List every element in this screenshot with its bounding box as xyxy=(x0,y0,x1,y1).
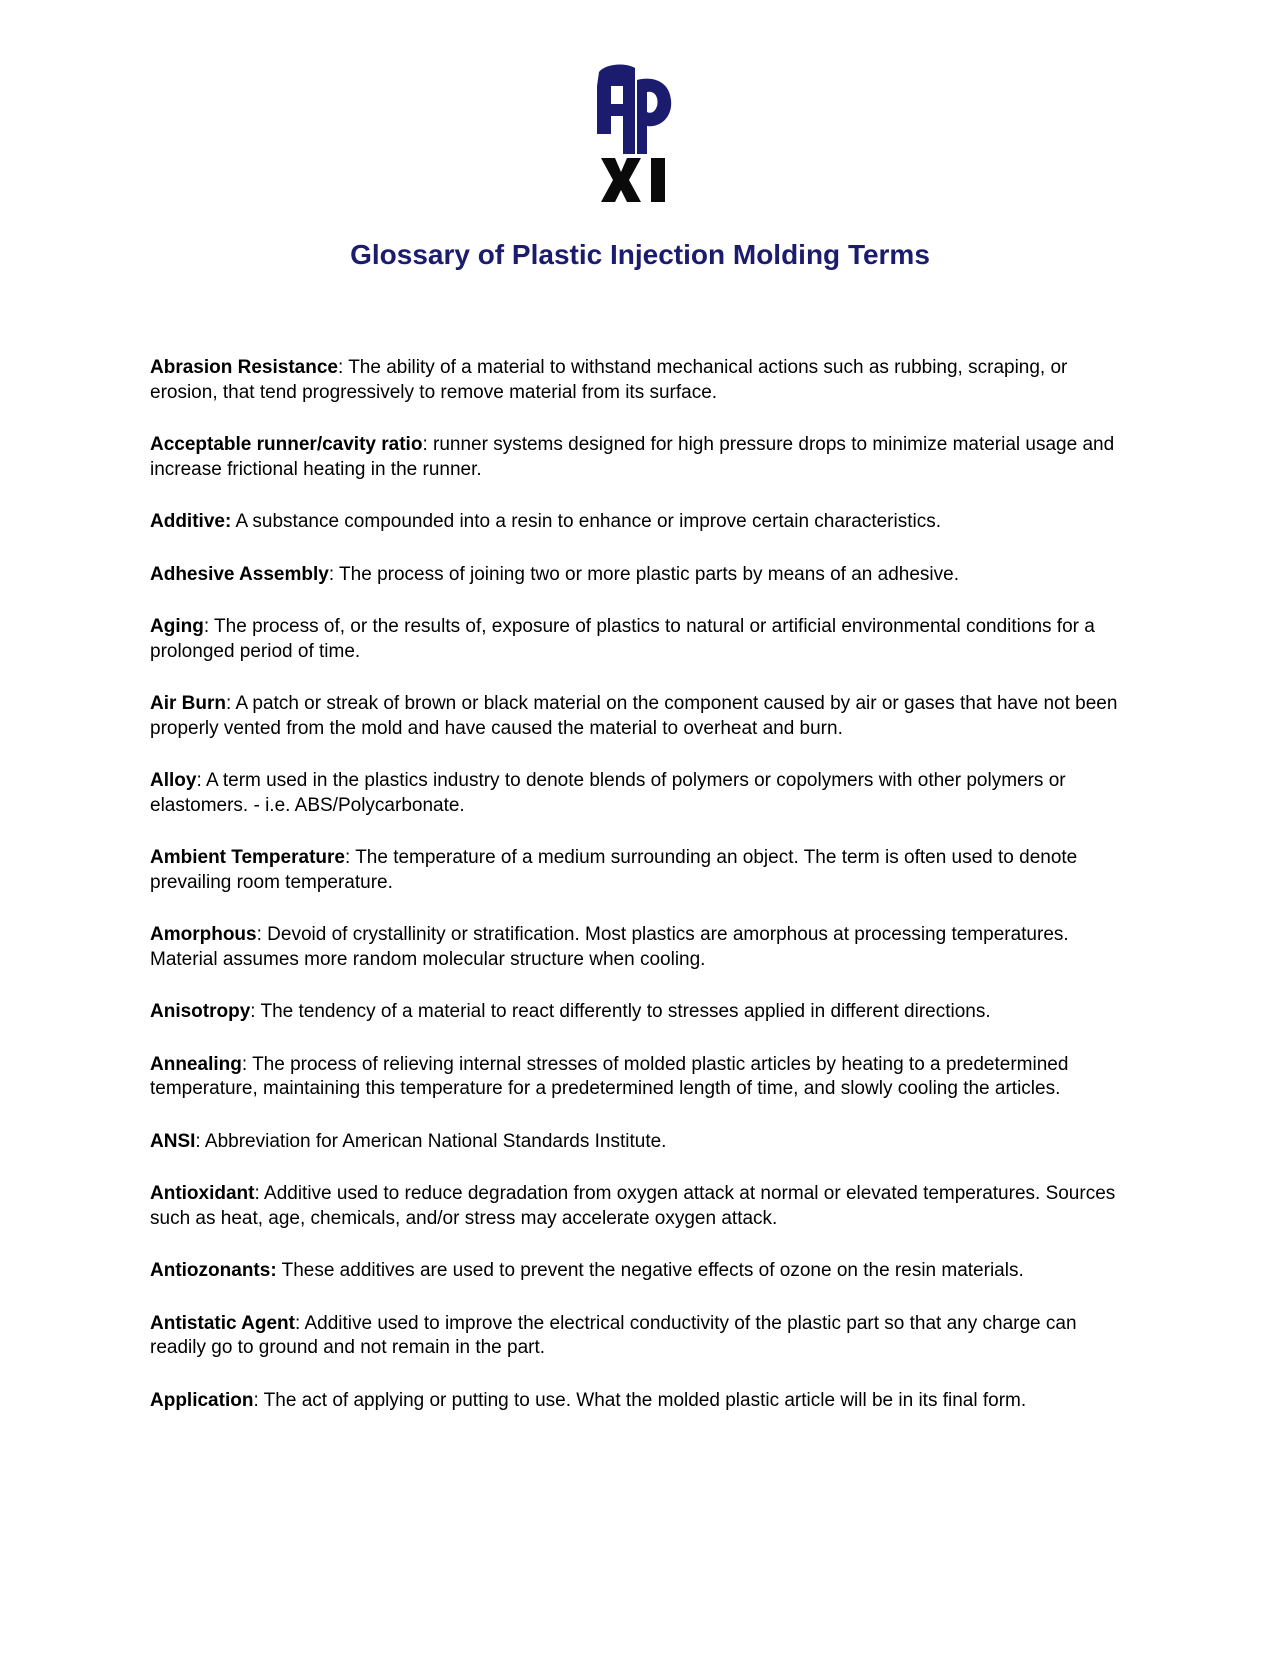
glossary-term: Anisotropy xyxy=(150,1001,251,1022)
glossary-entry xyxy=(150,692,1120,741)
glossary-entry xyxy=(150,563,1120,588)
glossary-entry xyxy=(150,1053,1120,1102)
glossary-term: Acceptable runner/cavity ratio xyxy=(150,434,423,455)
glossary-definition: The act of applying or putting to use. What the molded plastic article will be in its final form. xyxy=(263,1389,1027,1411)
glossary-entry xyxy=(150,356,1120,405)
glossary-definition: The process of, or the results of, exposure of plastics to natural or artificial environmental conditions for a prolonged period of time. xyxy=(150,616,1095,662)
glossary-term: Antiozonants: xyxy=(150,1260,277,1281)
term-separator: : xyxy=(196,770,206,791)
glossary-term: ANSI xyxy=(150,1130,196,1152)
term-separator: : xyxy=(337,357,349,378)
term-separator: : xyxy=(203,616,215,637)
glossary-entry xyxy=(150,769,1120,818)
glossary-definition: Abbreviation for American National Standards Institute. xyxy=(204,1130,667,1152)
term-separator: : xyxy=(195,1130,205,1152)
glossary-term: Antioxidant xyxy=(150,1183,255,1204)
glossary-entry xyxy=(150,510,1120,535)
glossary-entry xyxy=(150,433,1120,482)
glossary-term: Ambient Temperature xyxy=(150,847,345,868)
term-separator: : xyxy=(256,924,268,945)
term-separator: : xyxy=(254,1183,265,1204)
glossary-definition: These additives are used to prevent the negative effects of ozone on the resin materials. xyxy=(281,1260,1024,1281)
glossary-definition: A patch or streak of brown or black material on the component caused by air or gases that have not been properly vented from the mold and have caused the material to overheat and burn. xyxy=(150,693,1118,739)
term-separator: : xyxy=(250,1001,261,1022)
glossary-entry xyxy=(150,1130,1120,1155)
glossary-term: Alloy xyxy=(150,770,197,791)
term-separator: : xyxy=(241,1053,253,1075)
glossary-term: Adhesive Assembly xyxy=(150,563,329,585)
glossary-term: Additive: xyxy=(150,511,232,532)
term-separator: : xyxy=(294,1312,305,1334)
term-separator: : xyxy=(226,693,236,714)
glossary-term: Aging xyxy=(150,616,204,637)
glossary-term: Annealing xyxy=(150,1053,242,1075)
term-separator: : xyxy=(328,563,340,585)
glossary-definition: The process of relieving internal stresses of molded plastic articles by heating to a predetermined temperature, maintaining this temperature for a predetermined length of time, and slowly cooling the articles. xyxy=(150,1053,1069,1099)
glossary-entry xyxy=(150,923,1120,972)
glossary-definition: The temperature of a medium surrounding an object. The term is often used to denote prevailing room temperature. xyxy=(150,847,1078,893)
glossary-entry xyxy=(150,615,1120,664)
glossary-entry xyxy=(150,1182,1120,1231)
page-title: Glossary of Plastic Injection Molding Terms xyxy=(350,239,930,270)
glossary-definition: The tendency of a material to react differently to stresses applied in different directions. xyxy=(260,1001,991,1022)
glossary-definition: Devoid of crystallinity or stratification. Most plastics are amorphous at processing temperatures. Material assumes more random molecular structure when cooling. xyxy=(150,924,1069,970)
glossary-entry xyxy=(150,846,1120,895)
term-separator: : xyxy=(344,847,356,868)
glossary-term: Abrasion Resistance xyxy=(150,357,338,378)
glossary-definition: A term used in the plastics industry to denote blends of polymers or copolymers with other polymers or elastomers. - i.e. ABS/Polycarbonate. xyxy=(150,770,1066,816)
glossary-definition: A substance compounded into a resin to enhance or improve certain characteristics. xyxy=(235,511,942,532)
glossary-entry xyxy=(150,1389,1120,1414)
term-separator: : xyxy=(253,1389,264,1411)
glossary-entry xyxy=(150,1259,1120,1284)
glossary-definition: The ability of a material to withstand mechanical actions such as rubbing, scraping, or erosion, that tend progressively to remove material from its surface. xyxy=(150,357,1068,403)
company-logo xyxy=(585,62,685,206)
glossary-term: Antistatic Agent xyxy=(150,1312,295,1334)
term-separator: : xyxy=(422,434,433,455)
glossary-term: Application xyxy=(150,1389,254,1411)
glossary-entry xyxy=(150,1000,1120,1025)
glossary-term: Amorphous xyxy=(150,924,257,945)
glossary-entry xyxy=(150,1312,1120,1361)
glossary-term: Air Burn xyxy=(150,693,226,714)
appi-logo-icon xyxy=(585,62,685,206)
glossary-definition: runner systems designed for high pressure drops to minimize material usage and increase frictional heating in the runner. xyxy=(150,434,1115,480)
glossary-definition: Additive used to improve the electrical conductivity of the plastic part so that any charge can readily go to ground and not remain in the part. xyxy=(150,1312,1077,1358)
glossary-definition: Additive used to reduce degradation from oxygen attack at normal or elevated temperatures. Sources such as heat, age, chemicals, and/or stress may accelerate oxygen attack. xyxy=(150,1183,1116,1229)
glossary-list xyxy=(150,356,1120,1441)
glossary-definition: The process of joining two or more plastic parts by means of an adhesive. xyxy=(339,563,959,585)
